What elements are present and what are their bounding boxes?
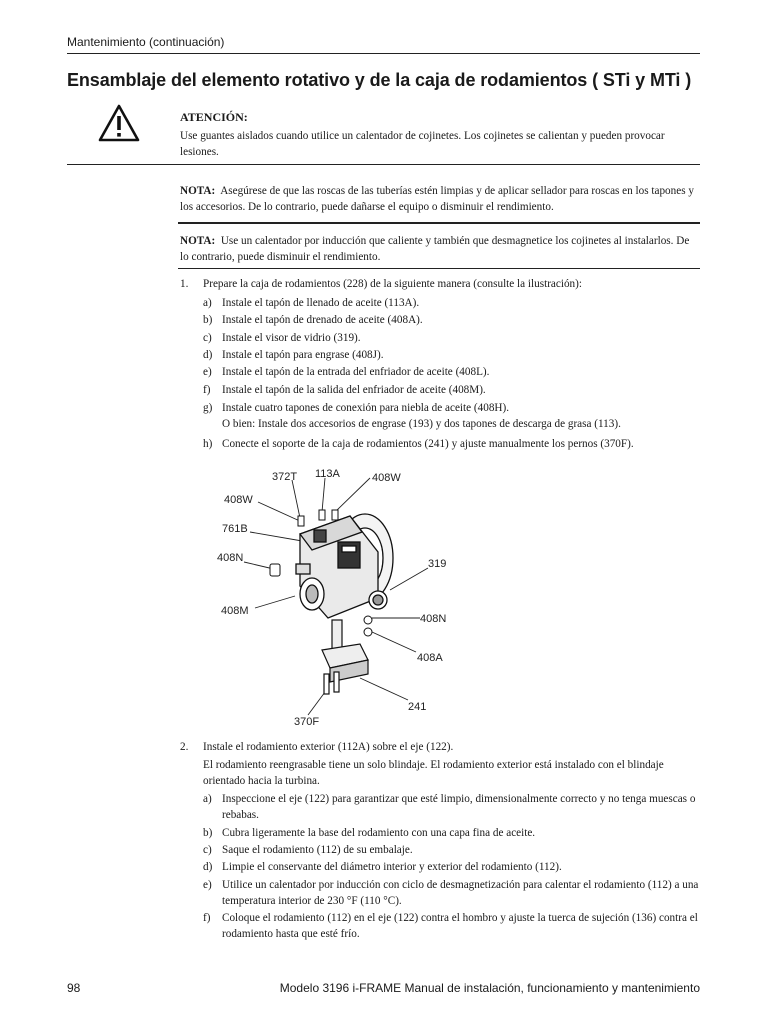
label-761B: 761B [222,523,248,535]
label-372T: 372T [272,471,298,483]
note-2-text: Use un calentador por inducción que caliente y también que desmagnetice los cojinetes al instalarlos. De lo contrario, puede disminuir el rendimiento. [180,235,690,263]
list-letter: f) [203,912,211,924]
list-item-alternative: O bien: Instale dos accesorios de engrase (193) y dos tapones de descarga de grasa (113). [222,418,621,430]
note-2 [180,233,698,265]
label-241: 241 [408,701,427,713]
running-header: Mantenimiento (continuación) [67,35,225,49]
housing-body [296,514,393,618]
list-item-text: Conecte el soporte de la caja de rodamientos (241) y ajuste manualmente los pernos (370F). [222,438,634,450]
step-2 [180,739,700,789]
label-408W-top: 408W [372,472,401,484]
warning-triangle-icon [98,104,140,142]
list-item [203,295,700,311]
label-408N-left: 408N [217,552,244,564]
list-item [203,382,700,398]
caution-block [180,109,700,160]
page-number: 98 [67,981,81,995]
list-letter: f) [203,384,211,396]
step-2-paragraph: El rodamiento reengrasable tiene un solo blindaje. El rodamiento exterior está instalado con el blindaje orientado hacia la turbina. [203,759,664,787]
list-item-text: Instale el tapón de drenado de aceite (408A). [222,314,423,326]
caution-rule [67,164,700,165]
list-item [203,825,700,841]
section-title: Ensamblaje del elemento rotativo y de la caja de rodamientos ( STi y MTi ) [67,70,692,90]
step-1-number: 1. [180,278,189,290]
list-item-text: Coloque el rodamiento (112) en el eje (122) contra el hombro y ajuste la tuerca de sujeción (136) contra el rodamiento hasta que esté frío. [222,912,698,940]
list-item-text: Instale el tapón de la salida del enfriador de aceite (408M). [222,384,486,396]
list-letter: b) [203,314,213,326]
note-2-rule [178,268,700,269]
list-letter: a) [203,793,212,805]
label-113A: 113A [315,468,340,480]
list-item [203,910,700,942]
label-319: 319 [428,558,447,570]
list-item-text: Instale el tapón de la entrada del enfriador de aceite (408L). [222,366,490,378]
list-letter: h) [203,438,213,450]
list-letter: d) [203,349,213,361]
list-item-text: Instale cuatro tapones de conexión para niebla de aceite (408H). [222,402,510,414]
bearing-housing-illustration [200,460,480,730]
list-item-text: Instale el visor de vidrio (319). [222,332,361,344]
support-foot [322,620,368,694]
list-letter: e) [203,879,212,891]
list-item [203,400,700,432]
step-2-text: Instale el rodamiento exterior (112A) sobre el eje (122). [203,741,454,753]
list-letter: g) [203,402,213,414]
step-2-number: 2. [180,741,189,753]
list-item-text: Cubra ligeramente la base del rodamiento con una capa fina de aceite. [222,827,536,839]
list-letter: e) [203,366,212,378]
list-item [203,791,700,823]
list-item-text: Utilice un calentador por inducción con ciclo de desmagnetización para calentar el rodamiento (112) a una temperatura interior de 230 °F (110 °C). [222,879,699,907]
label-408A: 408A [417,652,443,664]
note-2-label: NOTA: [180,235,216,247]
list-letter: a) [203,297,212,309]
list-item [203,364,700,380]
label-408W-left: 408W [224,494,253,506]
list-item-text: Instale el tapón para engrase (408J). [222,349,384,361]
list-item [203,877,700,909]
list-item-text: Saque el rodamiento (112) de su embalaje. [222,844,413,856]
list-item-text: Instale el tapón de llenado de aceite (113A). [222,297,420,309]
list-item [203,312,700,328]
note-1-rule [178,222,700,224]
label-408N-right: 408N [420,613,447,625]
footer-doc-title: Modelo 3196 i-FRAME Manual de instalación, funcionamiento y mantenimiento [279,981,700,995]
note-1-text: Asegúrese de que las roscas de las tuberías estén limpias y de aplicar sellador para roscas en los tapones y los accesorios. De lo contrario, puede dañarse el equipo o disminuir el rendimiento. [180,185,694,213]
step-1-text: Prepare la caja de rodamientos (228) de la siguiente manera (consulte la ilustración): [203,278,582,290]
step-1 [180,276,700,292]
list-item [203,859,700,875]
caution-heading: ATENCIÓN: [180,110,248,124]
list-item [203,842,700,858]
caution-text: Use guantes aislados cuando utilice un calentador de cojinetes. Los cojinetes se calientan y pueden provocar lesiones. [180,130,665,158]
label-408M: 408M [221,605,249,617]
list-item-text: Limpie el conservante del diámetro interior y exterior del rodamiento (112). [222,861,562,873]
list-item-text: Inspeccione el eje (122) para garantizar que esté limpio, dimensionalmente correcto y no tenga muescas o rebabas. [222,793,696,821]
list-letter: b) [203,827,213,839]
list-letter: c) [203,844,212,856]
list-item [203,436,700,452]
list-item [203,330,700,346]
header-rule [67,53,700,54]
label-370F: 370F [294,716,320,728]
list-letter: d) [203,861,213,873]
note-1 [180,183,698,215]
note-1-label: NOTA: [180,185,216,197]
list-letter: c) [203,332,212,344]
list-item [203,347,700,363]
